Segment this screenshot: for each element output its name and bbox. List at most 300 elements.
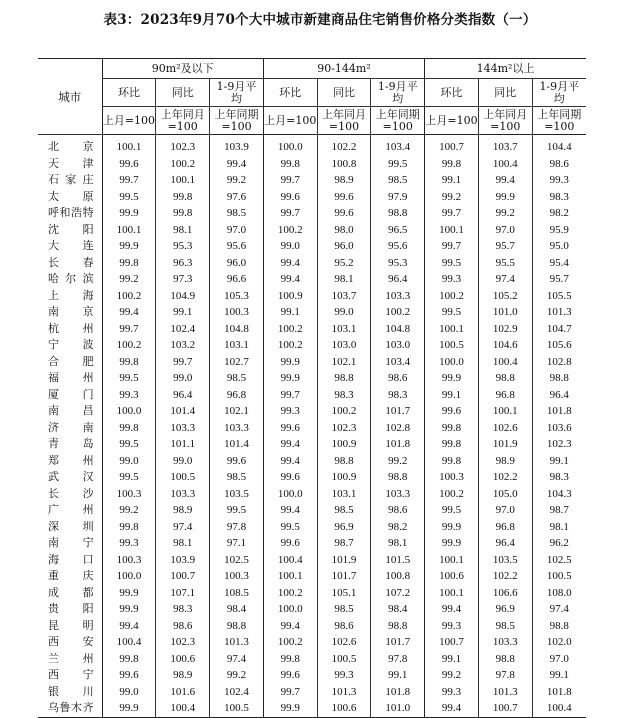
index-value-cell: 103.5 <box>210 486 264 503</box>
index-value-cell: 100.1 <box>102 135 156 156</box>
index-value-cell: 99.8 <box>102 255 156 272</box>
index-value-cell: 99.9 <box>102 700 156 717</box>
index-value-cell: 97.8 <box>371 651 425 668</box>
index-value-cell: 98.8 <box>371 618 425 635</box>
index-value-cell: 100.2 <box>317 403 371 420</box>
index-value-cell: 100.1 <box>425 585 479 602</box>
index-value-cell: 99.7 <box>263 684 317 701</box>
index-value-cell: 103.4 <box>371 135 425 156</box>
index-value-cell: 98.5 <box>371 172 425 189</box>
table-row <box>38 568 586 585</box>
index-value-cell: 103.7 <box>317 288 371 305</box>
index-value-cell: 102.2 <box>478 469 532 486</box>
index-value-cell: 99.0 <box>156 453 210 470</box>
index-value-cell: 99.1 <box>532 667 586 684</box>
index-value-cell: 102.9 <box>478 321 532 338</box>
index-value-cell: 99.1 <box>156 304 210 321</box>
index-value-cell: 103.3 <box>210 420 264 437</box>
index-value-cell: 99.4 <box>102 304 156 321</box>
table-row <box>38 189 586 206</box>
index-value-cell: 102.8 <box>371 420 425 437</box>
index-value-cell: 99.8 <box>156 205 210 222</box>
index-value-cell: 99.6 <box>102 156 156 173</box>
index-value-cell: 99.0 <box>156 370 210 387</box>
index-value-cell: 96.5 <box>371 222 425 239</box>
sub-header-yoy: 同比 <box>478 79 532 107</box>
index-value-cell: 100.2 <box>102 337 156 354</box>
city-name-cell: 乌鲁木齐 <box>38 700 102 717</box>
city-column-header: 城市 <box>38 59 102 135</box>
index-value-cell: 103.6 <box>532 420 586 437</box>
index-value-cell: 100.2 <box>371 304 425 321</box>
table-row <box>38 172 586 189</box>
index-value-cell: 95.4 <box>532 255 586 272</box>
index-value-cell: 98.7 <box>317 535 371 552</box>
index-value-cell: 100.2 <box>263 337 317 354</box>
sub-header-mom: 环比 <box>102 79 156 107</box>
index-value-cell: 100.2 <box>102 288 156 305</box>
index-value-cell: 98.5 <box>317 502 371 519</box>
index-value-cell: 98.1 <box>317 271 371 288</box>
index-value-cell: 99.3 <box>102 535 156 552</box>
city-name-cell: 贵阳 <box>48 602 94 615</box>
index-value-cell: 99.2 <box>425 667 479 684</box>
table-row <box>38 321 586 338</box>
index-value-cell: 99.9 <box>425 370 479 387</box>
index-value-cell: 103.3 <box>371 288 425 305</box>
group-header-large <box>425 59 586 79</box>
index-value-cell: 97.4 <box>478 271 532 288</box>
index-value-cell: 100.5 <box>156 469 210 486</box>
index-value-cell: 103.3 <box>371 486 425 503</box>
index-value-cell: 98.6 <box>156 618 210 635</box>
city-name-cell: 石家庄 <box>48 173 94 186</box>
index-value-cell: 95.0 <box>532 238 586 255</box>
index-value-cell: 102.2 <box>478 568 532 585</box>
index-value-cell: 103.9 <box>156 552 210 569</box>
index-value-cell: 100.2 <box>263 585 317 602</box>
table-row <box>38 519 586 536</box>
index-value-cell: 99.2 <box>210 172 264 189</box>
group-label-large: 144m²以上 <box>476 61 535 75</box>
index-value-cell: 99.6 <box>263 420 317 437</box>
sub-header-ytd: 1-9月平均 <box>532 79 586 107</box>
index-value-cell: 96.0 <box>210 255 264 272</box>
city-name-cell: 广州 <box>48 503 94 516</box>
index-value-cell: 103.3 <box>478 634 532 651</box>
index-value-cell: 101.3 <box>210 634 264 651</box>
index-value-cell: 99.9 <box>478 189 532 206</box>
index-value-cell: 95.6 <box>210 238 264 255</box>
index-value-cell: 100.0 <box>263 486 317 503</box>
index-value-cell: 101.3 <box>478 684 532 701</box>
index-value-cell: 99.8 <box>102 519 156 536</box>
index-value-cell: 97.0 <box>478 502 532 519</box>
index-value-cell: 100.1 <box>425 552 479 569</box>
index-value-cell: 99.2 <box>102 502 156 519</box>
table-title: 表3：2023年9月70个大中城市新建商品住宅销售价格分类指数（一） <box>103 12 537 28</box>
city-name-cell: 宁波 <box>48 338 94 351</box>
index-value-cell: 103.2 <box>156 337 210 354</box>
index-value-cell: 99.6 <box>263 667 317 684</box>
index-value-cell: 100.4 <box>102 634 156 651</box>
table-row <box>38 667 586 684</box>
sub-header-yoy: 同比 <box>156 79 210 107</box>
city-name-cell: 上海 <box>48 288 94 302</box>
index-value-cell: 104.9 <box>156 288 210 305</box>
index-value-cell: 98.6 <box>317 618 371 635</box>
city-name-cell: 重庆 <box>48 569 94 582</box>
index-value-cell: 103.1 <box>210 337 264 354</box>
index-value-cell: 98.3 <box>371 387 425 404</box>
index-value-cell: 99.2 <box>210 667 264 684</box>
index-value-cell: 100.0 <box>102 568 156 585</box>
table-row <box>38 634 586 651</box>
index-value-cell: 97.6 <box>210 189 264 206</box>
index-value-cell: 101.8 <box>371 436 425 453</box>
index-value-cell: 100.2 <box>263 321 317 338</box>
index-value-cell: 100.4 <box>478 354 532 371</box>
index-value-cell: 100.4 <box>532 700 586 717</box>
index-value-cell: 101.8 <box>532 403 586 420</box>
index-value-cell: 100.2 <box>425 288 479 305</box>
city-name-cell: 济南 <box>48 420 94 434</box>
index-value-cell: 100.1 <box>156 172 210 189</box>
table-row <box>38 135 586 156</box>
index-value-cell: 98.0 <box>317 222 371 239</box>
index-value-cell: 99.9 <box>425 519 479 536</box>
index-value-cell: 99.6 <box>210 453 264 470</box>
index-value-cell: 99.9 <box>263 370 317 387</box>
index-value-cell: 98.8 <box>478 651 532 668</box>
index-value-cell: 100.3 <box>425 469 479 486</box>
index-value-cell: 98.9 <box>156 667 210 684</box>
group-label-small: 90m²及以下 <box>151 61 214 75</box>
index-value-cell: 101.8 <box>532 684 586 701</box>
index-value-cell: 99.6 <box>425 403 479 420</box>
city-name-cell: 大连 <box>48 239 94 252</box>
table-row <box>38 684 586 701</box>
index-value-cell: 105.1 <box>317 585 371 602</box>
index-value-cell: 100.7 <box>478 700 532 717</box>
city-name-cell: 银川 <box>48 684 94 698</box>
index-value-cell: 100.4 <box>263 552 317 569</box>
index-value-cell: 99.3 <box>532 172 586 189</box>
index-value-cell: 98.1 <box>156 222 210 239</box>
index-value-cell: 100.5 <box>210 700 264 717</box>
index-value-cell: 99.3 <box>425 271 479 288</box>
index-value-cell: 96.4 <box>371 271 425 288</box>
index-value-cell: 100.1 <box>263 568 317 585</box>
index-value-cell: 96.8 <box>478 387 532 404</box>
index-value-cell: 98.9 <box>156 502 210 519</box>
group-label-medium: 90-144m² <box>317 61 371 75</box>
index-value-cell: 95.3 <box>156 238 210 255</box>
index-value-cell: 102.7 <box>210 354 264 371</box>
index-value-cell: 99.3 <box>425 684 479 701</box>
city-name-cell: 郑州 <box>48 453 94 467</box>
index-value-cell: 100.3 <box>210 304 264 321</box>
index-value-cell: 99.7 <box>263 387 317 404</box>
index-value-cell: 99.8 <box>156 189 210 206</box>
index-value-cell: 101.0 <box>371 700 425 717</box>
city-name-cell: 呼和浩特 <box>48 206 94 219</box>
index-value-cell: 103.3 <box>156 486 210 503</box>
index-value-cell: 105.2 <box>478 288 532 305</box>
index-value-cell: 99.5 <box>425 255 479 272</box>
index-value-cell: 105.5 <box>532 288 586 305</box>
index-value-cell: 99.8 <box>102 354 156 371</box>
table-row <box>38 288 586 305</box>
index-value-cell: 99.6 <box>263 469 317 486</box>
index-value-cell: 100.2 <box>156 156 210 173</box>
index-value-cell: 104.4 <box>532 135 586 156</box>
index-value-cell: 99.4 <box>210 156 264 173</box>
city-name-cell: 兰州 <box>48 651 94 665</box>
base-header-last-month: 上月=100 <box>263 107 317 135</box>
index-value-cell: 97.0 <box>532 651 586 668</box>
index-value-cell: 100.5 <box>532 568 586 585</box>
index-value-cell: 97.8 <box>210 519 264 536</box>
index-value-cell: 99.8 <box>425 420 479 437</box>
index-value-cell: 99.4 <box>263 271 317 288</box>
index-value-cell: 98.1 <box>371 535 425 552</box>
index-value-cell: 100.7 <box>425 634 479 651</box>
city-name-cell: 深圳 <box>48 519 94 533</box>
index-value-cell: 103.4 <box>371 354 425 371</box>
index-value-cell: 99.6 <box>263 189 317 206</box>
index-value-cell: 103.0 <box>317 337 371 354</box>
table-row <box>38 486 586 503</box>
index-value-cell: 99.2 <box>371 453 425 470</box>
index-value-cell: 101.3 <box>532 304 586 321</box>
index-value-cell: 99.4 <box>263 453 317 470</box>
index-value-cell: 99.6 <box>317 205 371 222</box>
table-row <box>38 271 586 288</box>
index-value-cell: 99.3 <box>263 403 317 420</box>
index-value-cell: 100.7 <box>156 568 210 585</box>
city-name-cell: 海口 <box>48 552 94 566</box>
index-value-cell: 96.6 <box>210 271 264 288</box>
index-value-cell: 104.3 <box>532 486 586 503</box>
index-value-cell: 99.0 <box>102 453 156 470</box>
sub-header-ytd: 1-9月平均 <box>371 79 425 107</box>
index-value-cell: 104.8 <box>371 321 425 338</box>
index-value-cell: 98.6 <box>371 370 425 387</box>
index-value-cell: 99.8 <box>425 436 479 453</box>
base-header-last-month: 上月=100 <box>425 107 479 135</box>
table-row <box>38 403 586 420</box>
index-value-cell: 100.3 <box>210 568 264 585</box>
index-value-cell: 99.8 <box>263 156 317 173</box>
index-value-cell: 99.1 <box>425 387 479 404</box>
index-value-cell: 99.9 <box>425 535 479 552</box>
index-value-cell: 95.7 <box>532 271 586 288</box>
city-name-cell: 武汉 <box>48 470 94 483</box>
index-value-cell: 96.9 <box>478 601 532 618</box>
index-value-cell: 100.2 <box>263 222 317 239</box>
index-value-cell: 101.7 <box>371 403 425 420</box>
index-value-cell: 99.7 <box>425 205 479 222</box>
index-value-cell: 99.5 <box>102 370 156 387</box>
table-row <box>38 222 586 239</box>
index-value-cell: 103.1 <box>317 321 371 338</box>
index-value-cell: 98.7 <box>532 502 586 519</box>
index-value-cell: 99.5 <box>102 469 156 486</box>
city-name-cell: 长春 <box>48 255 94 269</box>
index-value-cell: 102.8 <box>532 354 586 371</box>
city-name-cell: 成都 <box>48 585 94 599</box>
index-value-cell: 99.4 <box>478 172 532 189</box>
index-value-cell: 103.7 <box>478 135 532 156</box>
index-value-cell: 98.9 <box>478 453 532 470</box>
index-value-cell: 101.1 <box>156 436 210 453</box>
index-value-cell: 101.6 <box>156 684 210 701</box>
index-value-cell: 101.9 <box>478 436 532 453</box>
index-value-cell: 102.4 <box>210 684 264 701</box>
index-value-cell: 99.8 <box>102 651 156 668</box>
index-value-cell: 101.7 <box>371 634 425 651</box>
index-value-cell: 101.8 <box>371 684 425 701</box>
index-value-cell: 102.6 <box>317 634 371 651</box>
index-value-cell: 99.0 <box>263 238 317 255</box>
index-value-cell: 101.4 <box>156 403 210 420</box>
index-value-cell: 99.6 <box>102 667 156 684</box>
table-row <box>38 337 586 354</box>
index-value-cell: 99.4 <box>263 255 317 272</box>
sub-header-ytd: 1-9月平均 <box>210 79 264 107</box>
index-value-cell: 104.7 <box>532 321 586 338</box>
index-value-cell: 99.7 <box>156 354 210 371</box>
group-header-medium <box>263 59 424 79</box>
index-value-cell: 100.5 <box>317 651 371 668</box>
index-value-cell: 100.6 <box>425 568 479 585</box>
index-value-cell: 96.4 <box>478 535 532 552</box>
index-value-cell: 95.3 <box>371 255 425 272</box>
sub-header-yoy: 同比 <box>317 79 371 107</box>
index-value-cell: 103.5 <box>478 552 532 569</box>
table-row <box>38 535 586 552</box>
index-value-cell: 99.9 <box>263 700 317 717</box>
index-value-cell: 99.6 <box>263 535 317 552</box>
index-value-cell: 100.1 <box>478 403 532 420</box>
table-header <box>38 59 586 135</box>
index-value-cell: 99.2 <box>102 271 156 288</box>
index-value-cell: 95.9 <box>532 222 586 239</box>
index-value-cell: 95.7 <box>478 238 532 255</box>
table-row <box>38 156 586 173</box>
index-value-cell: 95.6 <box>371 238 425 255</box>
index-value-cell: 100.2 <box>263 634 317 651</box>
index-value-cell: 98.8 <box>317 370 371 387</box>
index-value-cell: 98.5 <box>317 601 371 618</box>
index-value-cell: 99.4 <box>263 502 317 519</box>
index-value-cell: 99.8 <box>102 420 156 437</box>
index-value-cell: 99.9 <box>102 205 156 222</box>
index-value-cell: 99.5 <box>425 502 479 519</box>
index-value-cell: 100.9 <box>263 288 317 305</box>
index-value-cell: 98.3 <box>532 469 586 486</box>
index-value-cell: 99.5 <box>102 189 156 206</box>
index-value-cell: 99.2 <box>425 189 479 206</box>
index-value-cell: 108.0 <box>532 585 586 602</box>
index-value-cell: 103.9 <box>210 135 264 156</box>
index-value-cell: 102.2 <box>317 135 371 156</box>
index-value-cell: 96.4 <box>156 387 210 404</box>
index-value-cell: 99.0 <box>102 684 156 701</box>
base-header-same-month: 上年同月=100 <box>478 107 532 135</box>
index-value-cell: 98.5 <box>210 370 264 387</box>
city-name-cell: 太原 <box>48 189 94 203</box>
index-value-cell: 99.9 <box>102 585 156 602</box>
index-value-cell: 96.4 <box>532 387 586 404</box>
index-value-cell: 98.5 <box>210 205 264 222</box>
price-index-table-wrapper <box>38 58 586 718</box>
index-value-cell: 100.0 <box>263 601 317 618</box>
index-value-cell: 99.1 <box>425 172 479 189</box>
city-name-cell: 天津 <box>48 156 94 170</box>
index-value-cell: 102.1 <box>210 403 264 420</box>
index-value-cell: 100.7 <box>425 135 479 156</box>
city-name-cell: 沈阳 <box>48 222 94 236</box>
sub-header-mom: 环比 <box>263 79 317 107</box>
index-value-cell: 98.8 <box>532 370 586 387</box>
index-value-cell: 99.4 <box>102 618 156 635</box>
index-value-cell: 98.3 <box>317 387 371 404</box>
index-value-cell: 99.5 <box>102 436 156 453</box>
table-row <box>38 387 586 404</box>
index-value-cell: 97.4 <box>156 519 210 536</box>
index-value-cell: 101.4 <box>210 436 264 453</box>
table-row <box>38 585 586 602</box>
index-value-cell: 101.5 <box>371 552 425 569</box>
index-value-cell: 98.6 <box>532 156 586 173</box>
index-value-cell: 97.0 <box>478 222 532 239</box>
index-value-cell: 102.1 <box>317 354 371 371</box>
base-header-same-month: 上年同月=100 <box>317 107 371 135</box>
index-value-cell: 99.8 <box>425 156 479 173</box>
index-value-cell: 99.1 <box>425 651 479 668</box>
table-row <box>38 700 586 717</box>
index-value-cell: 99.2 <box>478 205 532 222</box>
table-body <box>38 135 586 718</box>
table-row <box>38 618 586 635</box>
index-value-cell: 99.4 <box>425 601 479 618</box>
base-header-same-month: 上年同月=100 <box>156 107 210 135</box>
index-value-cell: 100.0 <box>263 135 317 156</box>
index-value-cell: 99.7 <box>263 205 317 222</box>
index-value-cell: 99.7 <box>102 172 156 189</box>
index-value-cell: 97.4 <box>532 601 586 618</box>
city-name-cell: 长沙 <box>48 486 94 500</box>
index-value-cell: 102.5 <box>210 552 264 569</box>
index-value-cell: 99.9 <box>102 238 156 255</box>
index-value-cell: 101.9 <box>317 552 371 569</box>
index-value-cell: 97.3 <box>156 271 210 288</box>
index-value-cell: 106.6 <box>478 585 532 602</box>
index-value-cell: 99.7 <box>425 238 479 255</box>
index-value-cell: 104.8 <box>210 321 264 338</box>
index-value-cell: 99.1 <box>532 453 586 470</box>
base-header-same-period: 上年同期=100 <box>210 107 264 135</box>
index-value-cell: 99.5 <box>425 304 479 321</box>
table-row <box>38 238 586 255</box>
table-row <box>38 552 586 569</box>
sub-header-mom: 环比 <box>425 79 479 107</box>
index-value-cell: 100.2 <box>425 486 479 503</box>
index-value-cell: 98.3 <box>156 601 210 618</box>
index-value-cell: 100.0 <box>102 403 156 420</box>
